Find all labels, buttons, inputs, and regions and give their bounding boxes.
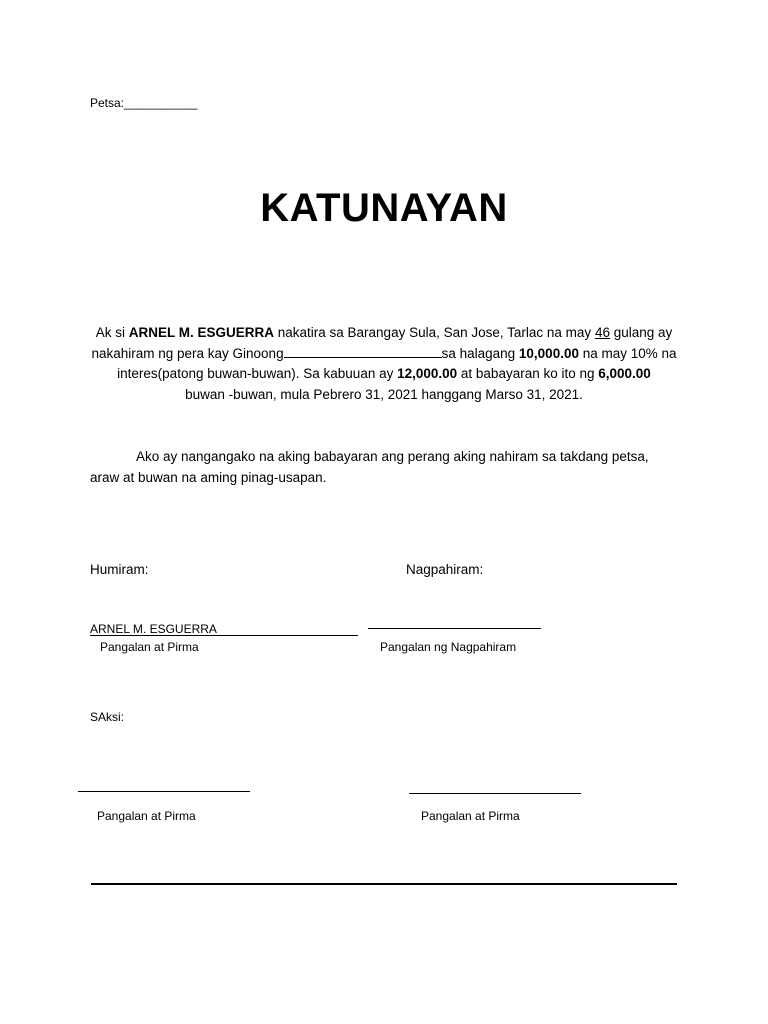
statement-line-1 [80, 323, 688, 344]
borrower-caption: Pangalan at Pirma [100, 640, 199, 654]
date-blank: ___________ [124, 96, 198, 110]
loan-amount: 10,000.00 [518, 345, 579, 361]
borrower-signature-line [90, 635, 358, 636]
statement-line-4 [80, 385, 688, 406]
text-segment: nakahiram ng pera kay Ginoong [91, 345, 284, 361]
installment-amount: 6,000.00 [598, 366, 651, 381]
date-field [90, 96, 197, 110]
lender-signature-line [368, 628, 541, 629]
statement-line-2 [80, 344, 688, 365]
promise-line-2: araw at buwan na aming pinag-usapan. [90, 469, 327, 485]
lender-caption: Pangalan ng Nagpahiram [380, 640, 517, 654]
borrower-label: Humiram: [90, 562, 149, 577]
total-amount: 12,000.00 [397, 366, 458, 381]
promise-line-1: Ako ay nangangako na aking babayaran ang perang aking nahiram sa takdang petsa, [136, 449, 649, 464]
text-segment: Ak si [95, 325, 129, 340]
lender-name-blank [284, 345, 442, 358]
promise-paragraph [90, 447, 680, 488]
date-label: Petsa: [90, 96, 125, 110]
statement-line-3 [80, 364, 688, 385]
borrower-signature-name: ARNEL M. ESGUERRA [90, 622, 217, 636]
borrower-name-inline: ARNEL M. ESGUERRA [128, 325, 274, 340]
text-segment: sa halagang [441, 345, 519, 361]
witness2-signature-line [409, 793, 581, 794]
text-segment: interes(patong buwan-buwan). Sa kabuuan ay [117, 366, 398, 381]
document-title: KATUNAYAN [260, 186, 508, 230]
text-segment: buwan -buwan, mula Pebrero 31, 2021 hanggang Marso 31, 2021. [185, 386, 583, 402]
text-segment: gulang ay [609, 325, 673, 340]
text-segment: na may 10% na [578, 345, 677, 361]
lender-label: Nagpahiram: [406, 562, 484, 577]
statement-paragraph [80, 323, 688, 405]
age-value: 46 [594, 325, 610, 340]
text-segment: nakatira sa Barangay Sula, San Jose, Tarlac na may [274, 325, 595, 340]
bottom-divider [91, 883, 677, 885]
witness2-caption: Pangalan at Pirma [421, 809, 520, 823]
witness1-signature-line [78, 791, 250, 792]
text-segment: at babayaran ko ito ng [457, 366, 599, 381]
witness-label: SAksi: [90, 710, 125, 724]
witness1-caption: Pangalan at Pirma [97, 809, 196, 823]
